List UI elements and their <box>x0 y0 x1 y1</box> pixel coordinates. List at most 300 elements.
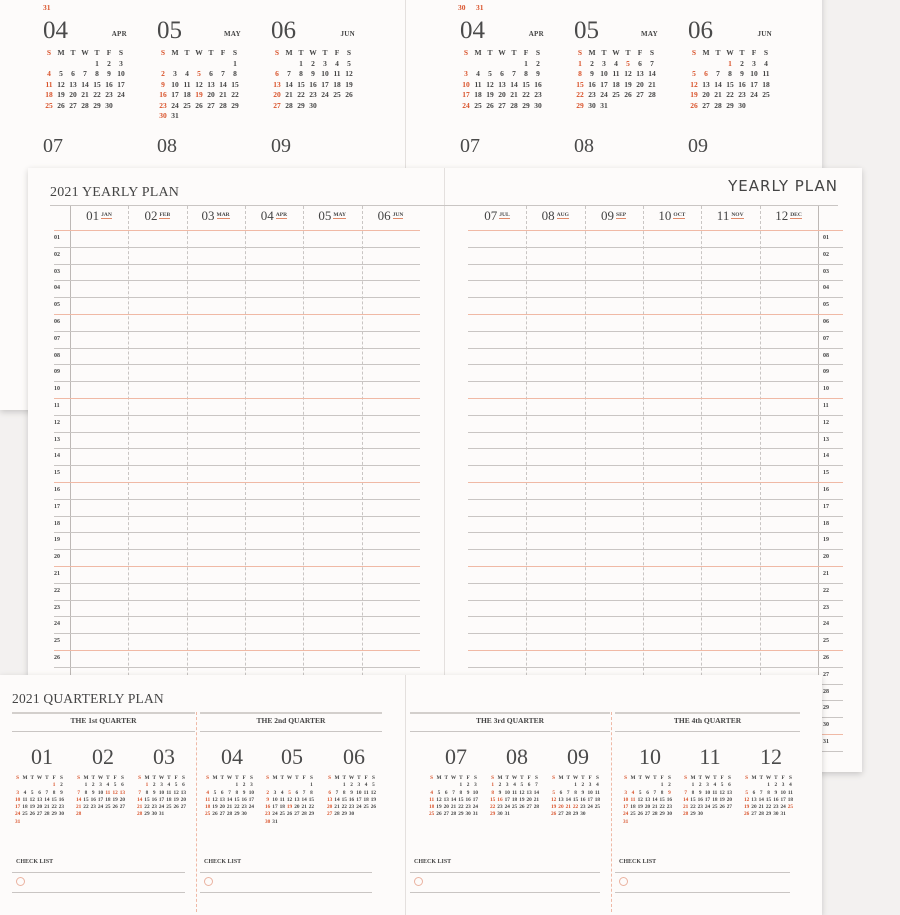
calendar-day: 25 <box>712 804 718 811</box>
calendar-day: 22 <box>690 804 696 811</box>
calendar-day: 18 <box>363 796 369 803</box>
calendar-day: 3 <box>357 782 361 789</box>
empty-cell <box>428 782 435 789</box>
calendar-day: 20 <box>273 90 281 99</box>
calendar-day: 14 <box>450 796 457 803</box>
weekday-label: T <box>601 48 607 57</box>
calendar-day: 19 <box>744 804 750 811</box>
calendar-day: 31 <box>158 811 165 818</box>
calendar-day: 20 <box>36 804 43 811</box>
weekday-label: T <box>581 775 585 781</box>
calendar-day: 4 <box>167 782 171 789</box>
calendar-day: 18 <box>630 804 636 811</box>
calendar-day: 20 <box>526 796 532 803</box>
empty-cell <box>204 782 211 789</box>
calendar-day: 6 <box>220 789 224 796</box>
calendar-day: 13 <box>644 796 651 803</box>
calendar-day: 2 <box>536 58 540 68</box>
calendar-day: 23 <box>265 811 271 818</box>
month-number: 02 <box>144 208 158 223</box>
weekday-label: M <box>751 775 757 781</box>
calendar-day: 11 <box>612 69 620 78</box>
calendar-day: 19 <box>436 804 442 811</box>
calendar-day: 16 <box>497 796 503 803</box>
weekday-label: T <box>91 775 96 781</box>
calendar-day: 29 <box>93 100 101 110</box>
calendar-day: 27 <box>644 811 651 818</box>
calendar-day: 15 <box>51 796 57 803</box>
day-row-label: 09 <box>54 369 60 376</box>
calendar-day: 16 <box>773 796 779 803</box>
calendar-day: 30 <box>241 811 247 818</box>
month-number-partial: 08 <box>574 135 594 157</box>
calendar-day: 10 <box>623 796 629 803</box>
weekday-label: W <box>348 775 355 781</box>
weekday-label: T <box>511 48 517 57</box>
calendar-day: 4 <box>106 782 110 789</box>
weekday-label: T <box>322 48 328 57</box>
weekday-label: M <box>497 775 503 781</box>
quarter-top-line <box>12 712 195 714</box>
calendar-day: 27 <box>273 100 281 110</box>
empty-cell <box>496 59 508 70</box>
weekday-label: M <box>558 775 564 781</box>
calendar-day: 17 <box>704 796 711 803</box>
calendar-day: 1 <box>574 782 577 789</box>
calendar-day: 26 <box>551 811 557 818</box>
calendar-day: 13 <box>726 789 733 796</box>
empty-cell <box>508 59 520 70</box>
calendar-day: 5 <box>347 58 351 68</box>
calendar-day: 23 <box>666 804 673 811</box>
calendar-day: 28 <box>44 811 50 818</box>
calendar-day: 25 <box>474 100 482 110</box>
calendar-day: 26 <box>286 811 293 818</box>
row-line <box>468 465 843 466</box>
calendar-day: 10 <box>97 789 104 796</box>
weekday-label: W <box>158 775 165 781</box>
calendar-day: 29 <box>765 811 772 818</box>
calendar-day: 22 <box>144 804 150 811</box>
calendar-day: 12 <box>286 796 293 803</box>
month-number: 08 <box>506 744 528 769</box>
calendar-day: 10 <box>462 79 470 89</box>
calendar-day: 30 <box>348 811 355 818</box>
calendar-day: 27 <box>702 100 710 110</box>
empty-cell <box>286 782 293 789</box>
calendar-day: 1 <box>52 782 56 789</box>
calendar-day: 27 <box>443 811 449 818</box>
row-line <box>54 650 420 651</box>
calendar-day: 23 <box>738 90 746 99</box>
calendar-day: 20 <box>498 90 506 99</box>
calendar-day: 5 <box>626 58 630 68</box>
calendar-day: 23 <box>58 804 65 811</box>
calendar-day: 14 <box>510 79 518 89</box>
calendar-day: 29 <box>51 811 57 818</box>
calendar-day: 26 <box>195 100 203 110</box>
month-number: 04 <box>221 744 243 769</box>
row-line <box>468 297 843 298</box>
row-line <box>54 499 420 500</box>
month-header <box>303 208 361 224</box>
day-row-label: 22 <box>54 587 60 594</box>
calendar-day: 20 <box>726 796 733 803</box>
calendar-day: 8 <box>84 789 88 796</box>
calendar-day: 29 <box>308 811 315 818</box>
calendar-day: 12 <box>624 69 632 78</box>
calendar-day: 24 <box>472 804 479 811</box>
calendar-day: 23 <box>159 100 167 110</box>
calendar-day: 12 <box>112 789 118 796</box>
empty-cell <box>333 782 340 789</box>
weekday-label: W <box>36 775 43 781</box>
calendar-day: 9 <box>60 789 63 796</box>
calendar-day: 6 <box>209 69 213 78</box>
weekday-label: M <box>144 775 150 781</box>
calendar-day: 13 <box>751 796 757 803</box>
weekday-label: T <box>342 775 347 781</box>
calendar-day: 22 <box>93 90 101 99</box>
calendar-day: 17 <box>600 79 608 89</box>
calendar-day: 20 <box>644 804 651 811</box>
calendar-day: 1 <box>233 58 237 68</box>
calendar-day: 29 <box>234 811 240 818</box>
calendar-day: 3 <box>464 69 468 78</box>
weekday-label: M <box>436 775 442 781</box>
calendar-day: 29 <box>522 100 530 110</box>
calendar-day: 12 <box>551 796 557 803</box>
calendar-grid <box>682 775 738 819</box>
calendar-day: 25 <box>429 811 435 818</box>
calendar-day: 21 <box>301 804 307 811</box>
calendar-day: 2 <box>91 782 95 789</box>
empty-cell <box>688 59 700 70</box>
checkbox-circle[interactable] <box>204 877 213 886</box>
weekday-label: M <box>272 775 278 781</box>
calendar-day: 26 <box>436 811 442 818</box>
row-line <box>468 549 843 550</box>
calendar-day: 1 <box>660 782 664 789</box>
month-number: 01 <box>31 744 53 769</box>
mini-calendar-month <box>574 18 658 111</box>
day-row-label: 01 <box>823 235 829 241</box>
calendar-day: 30 <box>580 811 586 818</box>
day-row-label: 19 <box>823 537 829 544</box>
calendar-day: 23 <box>151 804 157 811</box>
calendar-day: 16 <box>534 79 542 89</box>
row-line <box>54 280 420 281</box>
day-row-label: 30 <box>823 722 829 729</box>
calendar-day: 3 <box>588 782 592 789</box>
calendar-day: 24 <box>600 90 608 99</box>
quarter-separator <box>196 712 197 912</box>
calendar-day: 31 <box>623 818 629 825</box>
calendar-day: 8 <box>728 69 732 78</box>
weekday-label: S <box>138 775 142 781</box>
calendar-day: 22 <box>341 804 347 811</box>
calendar-day: 2 <box>466 782 470 789</box>
day-row-label: 02 <box>54 251 60 258</box>
calendar-day: 2 <box>161 69 165 78</box>
calendar-day: 4 <box>614 58 618 68</box>
empty-cell <box>271 782 278 789</box>
calendar-day: 29 <box>659 811 665 818</box>
calendar-day: 7 <box>512 69 516 78</box>
calendar-day: 18 <box>22 804 28 811</box>
quarter-top-line <box>200 712 382 714</box>
calendar-day: 21 <box>450 804 457 811</box>
row-line <box>468 616 843 617</box>
calendar-day: 27 <box>636 90 644 99</box>
calendar-day: 23 <box>465 804 471 811</box>
calendar-day: 21 <box>44 804 50 811</box>
checkbox-circle[interactable] <box>619 877 628 886</box>
weekday-label: T <box>638 775 643 781</box>
calendar-day: 28 <box>533 804 540 811</box>
calendar-day: 10 <box>272 796 278 803</box>
weekday-label: S <box>160 48 166 57</box>
weekday-label: M <box>57 48 65 57</box>
weekday-label: W <box>726 48 734 57</box>
calendar-day: 26 <box>57 100 65 110</box>
divider <box>444 205 838 206</box>
check-list-label: CHECK LIST <box>619 859 657 865</box>
month-number: 03 <box>153 744 175 769</box>
weekday-label: F <box>751 48 757 57</box>
calendar-day: 30 <box>159 111 167 120</box>
calendar-day: 30 <box>773 811 779 818</box>
calendar-day: 23 <box>588 90 596 99</box>
calendar-day: 21 <box>81 90 89 99</box>
calendar-day: 5 <box>720 782 724 789</box>
calendar-day: 8 <box>491 789 494 796</box>
calendar-day: 11 <box>762 69 770 78</box>
calendar-day: 15 <box>690 796 696 803</box>
calendar-day: 18 <box>205 804 211 811</box>
weekday-label: T <box>625 48 631 57</box>
quarter-month-calendar <box>75 745 131 819</box>
calendar-day: 9 <box>698 789 702 796</box>
month-number: 12 <box>775 208 789 223</box>
month-number-partial: 09 <box>271 135 291 157</box>
calendar-day: 14 <box>683 796 689 803</box>
calendar-day: 16 <box>151 796 157 803</box>
weekday-label: T <box>444 775 449 781</box>
calendar-day: 22 <box>234 804 240 811</box>
calendar-day: 25 <box>105 804 111 811</box>
day-row-label: 11 <box>54 403 60 409</box>
calendar-day: 29 <box>690 811 696 818</box>
month-abbr: APR <box>111 30 127 38</box>
empty-cell <box>36 782 43 789</box>
month-number: 12 <box>760 744 782 769</box>
empty-cell <box>682 782 689 789</box>
day-row-label: 17 <box>54 503 60 510</box>
calendar-day: 16 <box>697 796 703 803</box>
calendar-day: 14 <box>285 79 293 89</box>
calendar-day: 28 <box>81 100 89 110</box>
calendar-day: 15 <box>144 796 150 803</box>
empty-cell <box>136 782 143 789</box>
calendar-day: 17 <box>504 796 510 803</box>
calendar-day: 29 <box>576 100 584 110</box>
calendar-grid <box>264 775 320 826</box>
month-number-partial: 08 <box>157 135 177 157</box>
weekday-label: W <box>226 775 233 781</box>
calendar-day: 2 <box>60 782 63 789</box>
calendar-day: 4 <box>280 789 284 796</box>
calendar-day: 9 <box>536 69 540 78</box>
weekday-label: T <box>70 48 76 57</box>
empty-cell <box>43 59 55 70</box>
row-line <box>54 600 420 601</box>
calendar-grid <box>136 775 192 819</box>
row-line <box>54 633 420 634</box>
calendar-day: 11 <box>712 789 718 796</box>
calendar-day: 11 <box>594 789 600 796</box>
empty-cell <box>283 59 295 70</box>
month-header <box>70 208 128 224</box>
weekday-label: W <box>644 775 651 781</box>
weekday-label: M <box>83 775 89 781</box>
calendar-day: 12 <box>637 796 643 803</box>
calendar-day: 15 <box>93 79 101 89</box>
day-row-label: 04 <box>823 285 829 292</box>
weekday-label: S <box>59 775 63 781</box>
day-row-label: 07 <box>54 335 60 342</box>
empty-cell <box>629 782 636 789</box>
check-list-line <box>200 892 372 893</box>
weekday-label: S <box>552 775 556 781</box>
day-row-label: 18 <box>823 520 829 527</box>
weekday-label: S <box>120 775 124 781</box>
calendar-day: 13 <box>119 789 126 796</box>
day-row-label: 16 <box>54 487 60 493</box>
calendar-day: 28 <box>301 811 307 818</box>
month-abbr: JAN <box>101 212 112 218</box>
day-row-label: 20 <box>54 554 60 561</box>
calendar-day: 23 <box>105 90 113 99</box>
calendar-grid <box>428 775 484 819</box>
calendar-day: 26 <box>624 90 632 99</box>
day-row-label: 08 <box>823 352 829 359</box>
weekday-label: S <box>577 48 583 57</box>
row-line <box>54 583 420 584</box>
checkbox-circle[interactable] <box>16 877 25 886</box>
calendar-day: 19 <box>486 90 494 99</box>
calendar-day: 9 <box>161 79 165 89</box>
calendar-day: 7 <box>221 69 225 78</box>
weekday-label: T <box>184 48 190 57</box>
calendar-day: 21 <box>683 804 689 811</box>
quarter-divider <box>12 731 195 732</box>
empty-cell <box>29 782 36 789</box>
quarter-separator <box>611 712 612 912</box>
calendar-day: 18 <box>762 79 770 89</box>
month-abbr: SEP <box>616 212 627 218</box>
check-list-line <box>12 892 185 893</box>
calendar-day: 27 <box>119 804 126 811</box>
calendar-day: 11 <box>630 796 636 803</box>
calendar-day: 16 <box>666 796 673 803</box>
calendar-day: 24 <box>15 811 21 818</box>
row-line <box>468 331 843 332</box>
weekday-label: S <box>232 48 238 57</box>
row-line <box>54 616 420 617</box>
day-row-label: 25 <box>823 638 829 645</box>
calendar-day: 8 <box>767 789 770 796</box>
calendar-day: 13 <box>207 79 215 89</box>
calendar-day: 8 <box>95 69 99 78</box>
calendar-day: 11 <box>105 789 111 796</box>
row-line <box>54 364 420 365</box>
calendar-day: 31 <box>272 818 278 825</box>
calendar-day: 14 <box>44 796 50 803</box>
calendar-day: 27 <box>294 811 300 818</box>
calendar-day: 15 <box>83 796 89 803</box>
calendar-day: 21 <box>219 90 227 99</box>
calendar-day: 11 <box>512 789 518 796</box>
mini-calendar-month <box>460 18 544 111</box>
month-number: 05 <box>318 208 332 223</box>
calendar-day: 10 <box>504 789 510 796</box>
weekday-label: S <box>206 775 210 781</box>
calendar-day: 23 <box>309 90 317 99</box>
calendar-day: 1 <box>299 58 303 68</box>
quarter-month-calendar <box>489 745 545 819</box>
calendar-day: 18 <box>105 796 111 803</box>
empty-cell <box>219 782 226 789</box>
calendar-day: 19 <box>112 796 118 803</box>
calendar-fragment: 31 <box>476 3 484 12</box>
month-number: 04 <box>43 17 68 44</box>
calendar-day: 28 <box>758 811 764 818</box>
month-abbr: APR <box>275 212 288 218</box>
calendar-day: 8 <box>145 789 149 796</box>
calendar-day: 21 <box>652 804 658 811</box>
weekday-label: F <box>334 48 340 57</box>
calendar-day: 28 <box>226 811 233 818</box>
calendar-day: 24 <box>780 804 786 811</box>
calendar-day: 6 <box>704 69 708 78</box>
calendar-day: 4 <box>23 789 27 796</box>
month-header <box>362 208 420 224</box>
calendar-grid <box>574 48 658 111</box>
calendar-day: 13 <box>443 796 449 803</box>
calendar-day: 28 <box>450 811 457 818</box>
calendar-day: 18 <box>511 796 518 803</box>
calendar-day: 29 <box>297 100 305 110</box>
calendar-day: 11 <box>363 789 369 796</box>
weekday-label: F <box>113 775 117 781</box>
calendar-day: 31 <box>171 111 179 120</box>
calendar-day: 11 <box>205 796 211 803</box>
weekday-label: T <box>759 775 764 781</box>
calendar-day: 9 <box>350 789 353 796</box>
quarter-label: THE 3rd QUARTER <box>475 716 545 725</box>
weekday-label: T <box>106 775 110 781</box>
day-row-label: 20 <box>823 554 829 561</box>
calendar-day: 3 <box>781 782 785 789</box>
weekday-label: T <box>295 775 299 781</box>
calendar-day: 1 <box>84 782 88 789</box>
checkbox-circle[interactable] <box>414 877 423 886</box>
calendar-day: 14 <box>652 796 658 803</box>
day-row-label: 25 <box>54 638 60 645</box>
calendar-day: 8 <box>660 789 664 796</box>
calendar-day: 5 <box>638 789 642 796</box>
